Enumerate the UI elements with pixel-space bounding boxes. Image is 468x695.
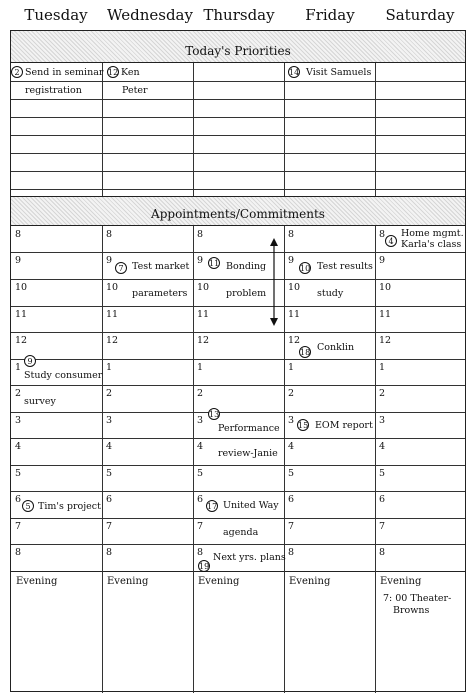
hour-label: 7: [288, 521, 295, 532]
task-number-badge: 13: [209, 410, 220, 419]
appointment-text: Performance: [218, 423, 280, 434]
appointment-text: study: [317, 288, 344, 299]
hour-label: 8: [379, 229, 386, 240]
hour-label: 4: [288, 441, 295, 452]
hour-label: 2: [15, 388, 22, 399]
day-header-thursday: Thursday: [203, 6, 275, 24]
appointment-text: review-Janie: [218, 448, 278, 459]
task-number-badge: 18: [300, 348, 311, 357]
hour-label: 8: [106, 547, 113, 558]
task-number-badge: 11: [209, 259, 220, 268]
evening-label-saturday: Evening: [380, 576, 422, 587]
hour-label: 8: [379, 547, 386, 558]
hour-label: 10: [197, 282, 210, 293]
hour-label: 1: [106, 362, 113, 373]
appointment-text: EOM report: [315, 420, 373, 431]
evening-label-wednesday: Evening: [107, 576, 149, 587]
appointment-text: Test results: [317, 261, 373, 272]
evening-label-thursday: Evening: [198, 576, 240, 587]
hour-label: 7: [15, 521, 22, 532]
hour-label: 10: [379, 282, 392, 293]
weekly-planner: [10, 30, 466, 692]
hour-label: 10: [15, 282, 28, 293]
appointment-text: Tim's project: [38, 501, 101, 512]
hour-label: 9: [106, 255, 113, 266]
appointment-text: Test market: [132, 261, 190, 272]
hour-label: 1: [288, 362, 295, 373]
hour-label: 8: [197, 547, 204, 558]
hour-label: 12: [288, 335, 301, 346]
hour-label: 10: [106, 282, 119, 293]
priority-number-badge: 12: [108, 68, 119, 77]
hour-label: 10: [288, 282, 301, 293]
hour-label: 9: [197, 255, 204, 266]
hour-label: 2: [379, 388, 386, 399]
priority-item-text: Send in seminar: [25, 67, 104, 78]
appointments-band: [11, 196, 465, 226]
appointment-text: problem: [226, 288, 267, 299]
appointment-text: Bonding: [226, 261, 267, 272]
appointment-text: Home mgmt.: [401, 228, 464, 239]
task-number-badge: 7: [115, 262, 127, 274]
appointment-text: United Way: [223, 500, 279, 511]
appointment-text: Browns: [393, 605, 430, 616]
hour-label: 5: [106, 468, 113, 479]
priorities-title: Today's Priorities: [185, 44, 291, 58]
hour-label: 8: [288, 547, 295, 558]
task-number-badge: 17: [207, 502, 218, 511]
hour-label: 7: [106, 521, 113, 532]
evening-label-friday: Evening: [289, 576, 331, 587]
appointment-text: parameters: [132, 288, 188, 299]
day-header-friday: Friday: [305, 6, 355, 24]
appointment-text: survey: [24, 396, 56, 407]
hour-label: 9: [379, 255, 386, 266]
hour-label: 12: [197, 335, 210, 346]
hour-label: 7: [197, 521, 204, 532]
appointment-text: Conklin: [317, 342, 355, 353]
hour-label: 12: [15, 335, 28, 346]
hour-label: 6: [197, 494, 204, 505]
hour-label: 1: [15, 362, 22, 373]
hour-label: 11: [288, 309, 301, 320]
hour-label: 12: [106, 335, 119, 346]
hour-label: 4: [15, 441, 22, 452]
priorities-band: [11, 31, 465, 63]
hour-label: 1: [197, 362, 204, 373]
evening-label-tuesday: Evening: [16, 576, 58, 587]
hour-label: 8: [15, 547, 22, 558]
task-number-badge: 10: [300, 264, 311, 273]
appointment-text: agenda: [223, 527, 259, 538]
hour-label: 2: [197, 388, 204, 399]
task-number-badge: 5: [22, 500, 34, 512]
day-header-wednesday: Wednesday: [107, 6, 193, 24]
priority-item-text-cont: Peter: [122, 85, 148, 96]
hour-label: 5: [288, 468, 295, 479]
hour-label: 6: [15, 494, 22, 505]
appointments-title: Appointments/Commitments: [151, 207, 325, 221]
hour-label: 3: [197, 415, 204, 426]
priority-number-badge: 2: [11, 66, 23, 78]
priority-item-text: Ken: [121, 67, 140, 78]
hour-label: 5: [15, 468, 22, 479]
hour-label: 8: [106, 229, 113, 240]
hour-label: 9: [288, 255, 295, 266]
hour-label: 3: [288, 415, 295, 426]
duration-arrow: [267, 238, 281, 326]
priority-item-text-cont: registration: [25, 85, 82, 96]
hour-label: 3: [379, 415, 386, 426]
appointment-text: 7: 00 Theater-: [383, 593, 452, 604]
hour-label: 11: [15, 309, 28, 320]
hour-label: 4: [197, 441, 204, 452]
appointment-text: Next yrs. plans: [213, 552, 286, 563]
hour-label: 2: [106, 388, 113, 399]
day-header-tuesday: Tuesday: [24, 6, 88, 24]
day-headers: [0, 0, 468, 30]
hour-label: 9: [15, 255, 22, 266]
hour-label: 4: [379, 441, 386, 452]
task-number-badge: 4: [385, 235, 397, 247]
hour-label: 5: [197, 468, 204, 479]
hour-label: 5: [379, 468, 386, 479]
hour-label: 6: [106, 494, 113, 505]
hour-label: 6: [379, 494, 386, 505]
hour-label: 4: [106, 441, 113, 452]
priority-item-text: Visit Samuels: [306, 67, 372, 78]
hour-label: 6: [288, 494, 295, 505]
hour-label: 8: [197, 229, 204, 240]
hour-label: 7: [379, 521, 386, 532]
task-number-badge: 9: [24, 355, 36, 367]
hour-label: 11: [106, 309, 119, 320]
appointment-text: Karla's class: [401, 239, 462, 250]
hour-label: 3: [15, 415, 22, 426]
hour-label: 12: [379, 335, 392, 346]
priorities-grid: [11, 63, 465, 196]
task-number-badge: 19: [199, 562, 210, 571]
hour-label: 3: [106, 415, 113, 426]
hour-label: 1: [379, 362, 386, 373]
priority-number-badge: 14: [289, 68, 300, 77]
appointments-grid: [11, 226, 465, 693]
day-header-saturday: Saturday: [385, 6, 455, 24]
appointment-text: Study consumer: [24, 370, 103, 381]
task-number-badge: 15: [298, 421, 309, 430]
hour-label: 11: [197, 309, 210, 320]
hour-label: 8: [15, 229, 22, 240]
hour-label: 2: [288, 388, 295, 399]
hour-label: 11: [379, 309, 392, 320]
hour-label: 8: [288, 229, 295, 240]
